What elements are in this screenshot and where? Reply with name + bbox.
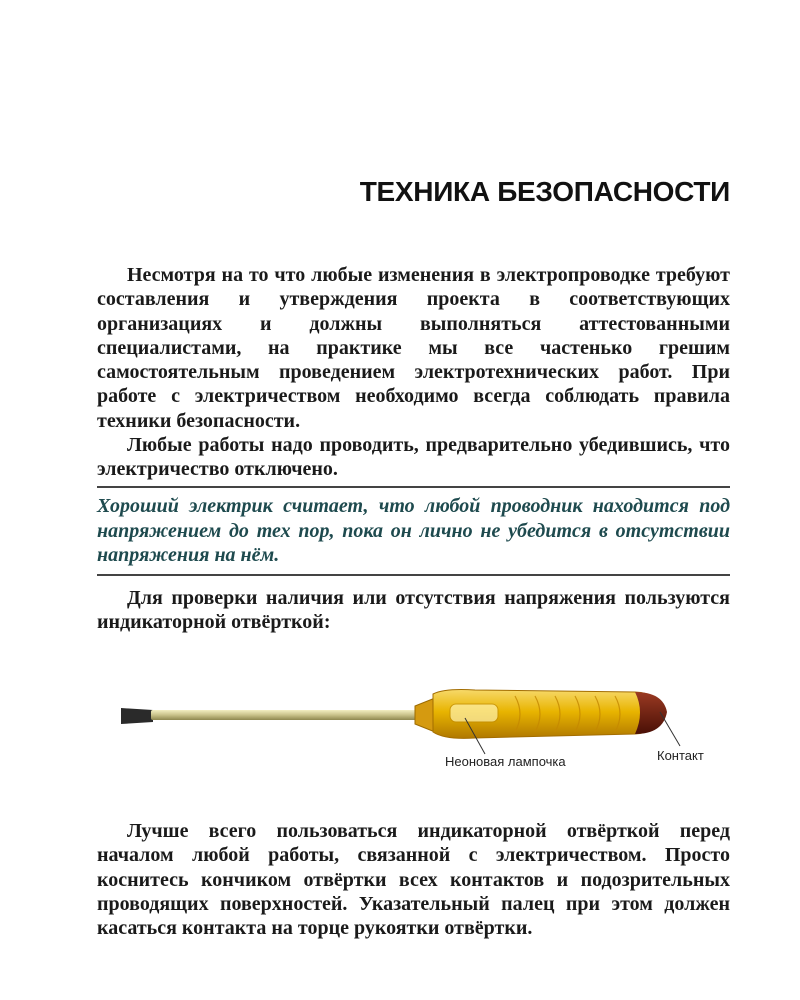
final-text-block [97, 819, 730, 940]
intro-text-block [97, 263, 730, 482]
shaft [151, 710, 421, 720]
callout-quote: Хороший электрик считает, что любой проводник находится под напряжением до тех пор, пока он лично не убедится в отсутствии напряжения на нём. [97, 495, 730, 566]
neon-lamp [450, 704, 498, 722]
indicator-screwdriver-figure [115, 682, 735, 782]
contact-leader-line [660, 712, 680, 746]
paragraph-intro: Несмотря на то что любые изменения в электропроводке требуют составления и утверждения проекта в соответствующих организациях и должны выполняться аттестованными специалистами, на практике мы все частенько грешим самостоятельным проведением электротехнических работ. При работе с электричеством необходимо всегда соблюдать правила техники безопасности. [97, 264, 730, 432]
label-contact: Контакт [657, 748, 704, 763]
indicator-screwdriver-image [115, 682, 735, 782]
label-neon-lamp: Неоновая лампочка [445, 754, 566, 769]
paragraph-second: Любые работы надо проводить, предварительно убедившись, что электричество отключено. [97, 434, 730, 481]
blade-tip [121, 708, 153, 724]
paragraph-final: Лучше всего пользоваться индикаторной отвёрткой перед началом любой работы, связанной с электричеством. Просто коснитесь кончиком отвёртки всех контактов и подозрительных проводящих поверхностей. Указательный палец при этом должен касаться контакта на торце рукоятки отвёртки. [97, 820, 730, 940]
callout-bottom-rule [97, 574, 730, 576]
page-title: ТЕХНИКА БЕЗОПАСНОСТИ [359, 176, 730, 207]
check-text-block [97, 586, 730, 635]
callout-top-rule [97, 486, 730, 488]
ferrule [415, 698, 435, 732]
paragraph-check: Для проверки наличия или отсутствия напряжения пользуются индикаторной отвёрткой: [97, 587, 730, 634]
